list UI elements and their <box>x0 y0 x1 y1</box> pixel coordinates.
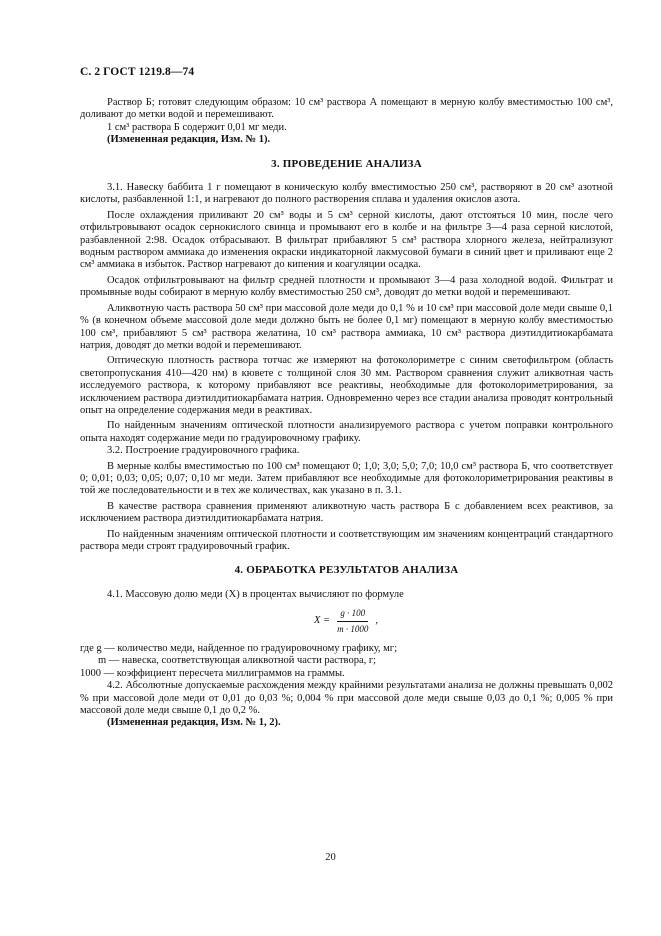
definition: где g — количество меди, найденное по градуировочному графику, мг; <box>80 643 398 655</box>
formula <box>80 607 613 635</box>
subsection-title: 3.2. Построение градуировочного графика. <box>107 445 300 457</box>
formula-tail: , <box>375 614 378 626</box>
formula-numerator: g · 100 <box>337 607 368 621</box>
paragraph: Оптическую плотность раствора тотчас же измеряют на фотоколориметре с синим светофильтром (область светопропускания 410—420 нм) в кювете с толщиной слоя 30 мм. Раствором сравнения служит аликвотная часть исследуемого раствора, к которому прибавляют все реактивы, необходимые для фотоколориметрирования, за исключением раствора диэтилдитиокарбамата натрия. Одновременно через все стадии анализа проводят контрольный опыт на определение содержания меди в реактивах. <box>80 355 613 416</box>
paragraph: В качестве раствора сравнения применяют аликвотную часть раствора Б с добавлением всех реактивов, за исключением раствора диэтилдитиокарбамата натрия. <box>80 500 613 525</box>
paragraph: В мерные колбы вместимостью по 100 см³ помещают 0; 1,0; 3,0; 5,0; 7,0; 10,0 см³ раствора Б, что соответствует 0; 0,01; 0,03; 0,05; 0,07; 0,10 мг меди. Затем прибавляют все необходимые для фотоколориметрирования реактивы в той же последовательности и в тех же количествах, как указано в п. 3.1. <box>80 460 613 497</box>
paragraph: Аликвотную часть раствора 50 см³ при массовой доле меди до 0,1 % и 10 см³ при массовой доле меди свыше 0,1 % (в конечном объеме массовой доле меди должно быть не более 0,1 мг) помещают в мерную колбу вместимостью 100 см³, прибавляют 5 см³ раствора желатина, 10 см³ раствора аммиака, 10 см³ раствора диэтилдитиокарбамата натрия, доводят до метки водой и перемешивают. <box>80 302 613 351</box>
paragraph: После охлаждения приливают 20 см³ воды и 5 см³ серной кислоты, дают отстояться 10 мин, после чего отфильтровывают осадок сернокислого свинца и промывают его в колбе и на фильтре 3—4 раза серной кислотой, разбавленной 2:98. Осадок отбрасывают. В фильтрат прибавляют 5 см³ раствора хлорного железа, нейтрализуют водным раствором аммиака до изменения окраски индикаторной лакмусовой бумаги в синий цвет и приливают еще 2 см³ аммиака в избыток. Раствор нагревают до кипения и коагуляции осадка. <box>80 209 613 271</box>
paragraph: 4.2. Абсолютные допускаемые расхождения между крайними результатами анализа не должны превышать 0,002 % при массовой доле меди от 0,01 до 0,03 %; 0,004 % при массовой доле меди свыше 0,03 до 0,1 %; 0,005 % при массовой доле меди свыше 0,1 до 0,2 %. <box>80 680 613 717</box>
formula-lhs: X = <box>314 614 331 626</box>
running-header: С. 2 ГОСТ 1219.8—74 <box>80 66 195 78</box>
paragraph: По найденным значениям оптической плотности анализируемого раствора с учетом поправки контрольного опыта находят содержание меди по градуировочному графику. <box>80 420 613 444</box>
page-number: 20 <box>325 852 336 863</box>
section-title: 4. ОБРАБОТКА РЕЗУЛЬТАТОВ АНАЛИЗА <box>234 564 459 577</box>
paragraph: Осадок отфильтровывают на фильтр средней плотности и промывают 3—4 раза холодной водой. Фильтрат и промывные воды собирают в мерную колбу вместимостью 250 см³, доводят до метки водой и перемешивают. <box>80 274 613 299</box>
paragraph: 4.1. Массовую долю меди (X) в процентах вычисляют по формуле <box>107 588 404 600</box>
formula-fraction <box>334 607 371 635</box>
document-body <box>80 97 613 730</box>
paragraph: 3.1. Навеску баббита 1 г помещают в коническую колбу вместимостью 250 см³, растворяют в 20 см³ азотной кислоты, разбавленной 1:1, и нагревают до полного растворения сплава и удаления окислов азота. <box>80 182 613 206</box>
formula-denominator: m · 1000 <box>337 623 369 634</box>
paragraph: Раствор Б; готовят следующим образом: 10 см³ раствора А помещают в мерную колбу вместимостью 100 см³, доливают до метки водой и перемешивают. <box>80 97 613 121</box>
definition: 1000 — коэффициент пересчета миллиграммов на граммы. <box>80 667 345 679</box>
paragraph: По найденным значениям оптической плотности и соответствующим им значениям концентраций стандартного раствора меди строят градуировочный график. <box>80 528 613 552</box>
paragraph: 1 см³ раствора Б содержит 0,01 мг меди. <box>107 121 287 133</box>
definition: m — навеска, соответствующая аликвотной части раствора, г; <box>98 655 377 667</box>
amendment-note: (Измененная редакция, Изм. № 1). <box>107 134 271 146</box>
amendment-note: (Измененная редакция, Изм. № 1, 2). <box>107 717 281 729</box>
section-title: 3. ПРОВЕДЕНИЕ АНАЛИЗА <box>271 157 422 170</box>
